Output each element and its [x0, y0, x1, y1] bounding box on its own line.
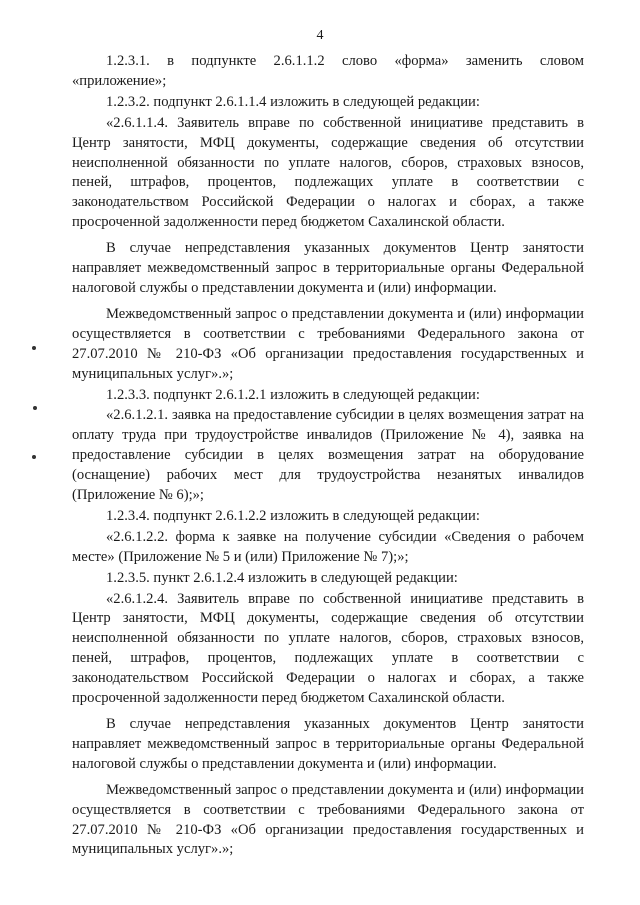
paragraph-2-6-1-2-2: «2.6.1.2.2. форма к заявке на получение субсидии «Сведения о рабочем месте» (Приложение № 5 и (или) Приложение № 7);»; [72, 528, 584, 565]
paragraph-2-6-1-1-4: «2.6.1.1.4. Заявитель вправе по собственной инициативе представить в Центр занятости, МФЦ документы, содержащие сведения об отсутствии неисполненной обязанности по уплате налогов, сборов, страховых взносов, пеней, штрафов, процентов, подлежащих уплате в соответствии с законодательством Российской Федерации о налогах и сборах, а также просроченной задолженности перед бюджетом Сахалинской области. [72, 114, 584, 231]
paragraph-nonsubmission-1: В случае непредставления указанных документов Центр занятости направляет межведомственный запрос в территориальные органы Федеральной налоговой службы о представлении документа и (или) информации. [72, 240, 584, 296]
page-number: 4 [316, 28, 324, 43]
scan-mark [32, 346, 36, 350]
paragraph-1-2-3-1: 1.2.3.1. в подпункте 2.6.1.1.2 слово «форма» заменить словом «приложение»; [72, 53, 584, 89]
paragraph-1-2-3-3: 1.2.3.3. подпункт 2.6.1.2.1 изложить в следующей редакции: [106, 386, 480, 403]
scan-mark [32, 455, 36, 459]
scan-mark [33, 406, 37, 410]
paragraph-1-2-3-4: 1.2.3.4. подпункт 2.6.1.2.2 изложить в следующей редакции: [106, 507, 480, 524]
paragraph-interagency-request-2: Межведомственный запрос о представлении документа и (или) информации осуществляется в соответствии с требованиями Федерального закона от 27.07.2010 № 210-ФЗ «Об организации предоставления государственных и муниципальных услуг».»; [72, 781, 584, 858]
document-body [72, 52, 584, 861]
paragraph-interagency-request-1: Межведомственный запрос о представлении документа и (или) информации осуществляется в соответствии с требованиями Федерального закона от 27.07.2010 № 210-ФЗ «Об организации предоставления государственных и муниципальных услуг».»; [72, 305, 584, 382]
paragraph-1-2-3-2: 1.2.3.2. подпункт 2.6.1.1.4 изложить в следующей редакции: [106, 93, 480, 110]
paragraph-1-2-3-5: 1.2.3.5. пункт 2.6.1.2.4 изложить в следующей редакции: [106, 569, 458, 586]
paragraph-2-6-1-2-1: «2.6.1.2.1. заявка на предоставление субсидии в целях возмещения затрат на оплату труда при трудоустройстве инвалидов (Приложение № 4), заявка на предоставление субсидии в целях возмещения затрат на оборудование (оснащение) рабочих мест для трудоустройства незанятых инвалидов (Приложение № 6);»; [72, 407, 584, 504]
paragraph-nonsubmission-2: В случае непредставления указанных документов Центр занятости направляет межведомственный запрос в территориальные органы Федеральной налоговой службы о представлении документа и (или) информации. [72, 716, 584, 772]
paragraph-2-6-1-2-4: «2.6.1.2.4. Заявитель вправе по собственной инициативе представить в Центр занятости, МФЦ документы, содержащие сведения об отсутствии неисполненной обязанности по уплате налогов, сборов, страховых взносов, пеней, штрафов, процентов, подлежащих уплате в соответствии с законодательством Российской Федерации о налогах и сборах, а также просроченной задолженности перед бюджетом Сахалинской области. [72, 590, 584, 707]
